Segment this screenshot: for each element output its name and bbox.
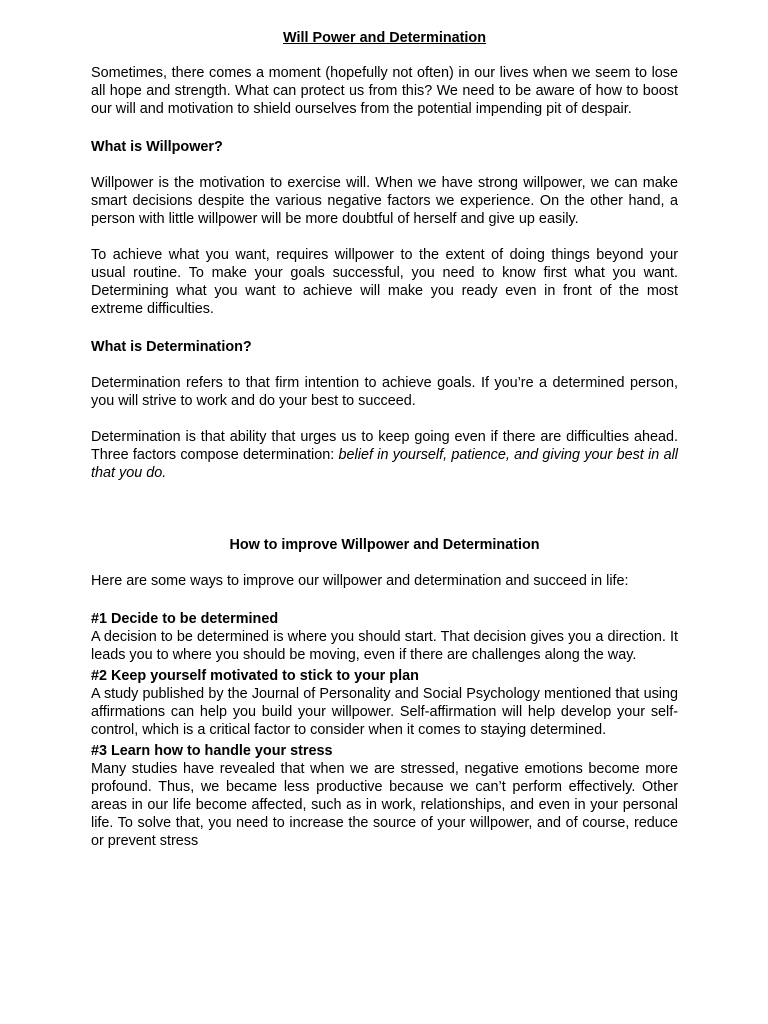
determination-paragraph-2-text: Determination is that ability that urges us to keep going even if there are difficulties ahead. Three factors compose determination: <box>91 429 678 463</box>
tip-3-text: Many studies have revealed that when we are stressed, negative emotions become more profound. Thus, we became less productive because we can’t perform effectively. Other areas in our life become affected, such as in work, relationships, and even in your personal life. To solve that, you need to increase the source of your willpower, and of course, reduce or prevent stress <box>91 761 678 849</box>
document-page <box>91 29 678 850</box>
tip-1-text: A decision to be determined is where you should start. That decision gives you a direction. It leads you to where you should be moving, even if there are challenges along the way. <box>91 629 678 663</box>
determination-paragraph-1: Determination refers to that firm intention to achieve goals. If you’re a determined person, you will strive to work and do your best to succeed. <box>91 375 678 409</box>
tip-2-heading: #2 Keep yourself motivated to stick to your plan <box>91 668 419 684</box>
heading-what-is-determination: What is Determination? <box>91 339 252 355</box>
willpower-paragraph-1: Willpower is the motivation to exercise will. When we have strong willpower, we can make smart decisions despite the various negative factors we experience. On the other hand, a person with little willpower will be more doubtful of herself and give up easily. <box>91 175 678 227</box>
improve-intro-paragraph: Here are some ways to improve our willpower and determination and succeed in life: <box>91 573 629 589</box>
heading-what-is-willpower: What is Willpower? <box>91 139 223 155</box>
tip-1-heading: #1 Decide to be determined <box>91 611 279 627</box>
determination-factors-italic: belief in yourself, patience, and giving your best in all that you do. <box>91 447 678 481</box>
intro-paragraph: Sometimes, there comes a moment (hopefully not often) in our lives when we seem to lose all hope and strength. What can protect us from this? We need to be aware of how to boost our will and motivation to shield ourselves from the potential impending pit of despair. <box>91 65 678 117</box>
tip-2-text: A study published by the Journal of Personality and Social Psychology mentioned that using affirmations can help you build your willpower. Self-affirmation will help develop your self-control, which is a critical factor to consider when it comes to staying determined. <box>91 686 678 738</box>
heading-how-to-improve: How to improve Willpower and Determination <box>229 537 540 553</box>
willpower-paragraph-2: To achieve what you want, requires willpower to the extent of doing things beyond your usual routine. To make your goals successful, you need to know first what you want. Determining what you want to achieve will make you ready even in front of the most extreme difficulties. <box>91 247 678 317</box>
tip-3-heading: #3 Learn how to handle your stress <box>91 743 333 759</box>
determination-paragraph-2 <box>91 428 678 482</box>
document-title: Will Power and Determination <box>283 30 486 46</box>
